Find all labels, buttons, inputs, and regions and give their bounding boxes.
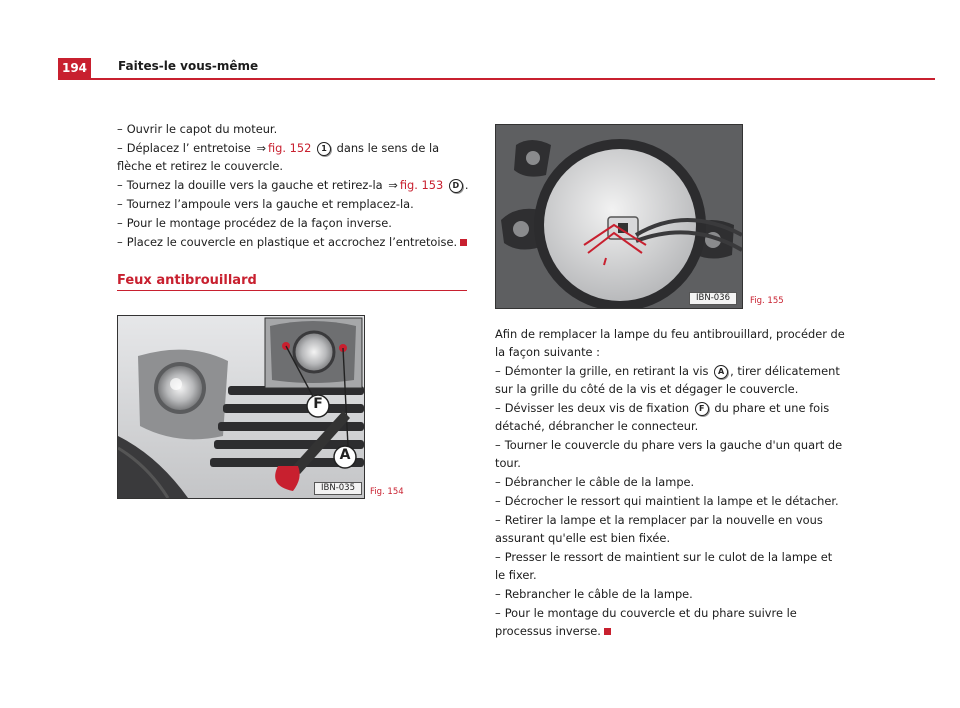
end-of-section-marker bbox=[460, 239, 467, 246]
dash: – bbox=[117, 197, 123, 211]
left-instructions bbox=[117, 120, 469, 252]
callout-badge: A bbox=[714, 365, 728, 379]
dash: – bbox=[495, 587, 501, 601]
fog-lamp-housing-illustration bbox=[496, 125, 742, 308]
dash: – bbox=[495, 513, 501, 527]
callout-badge: D bbox=[449, 179, 463, 193]
dash: – bbox=[495, 475, 501, 489]
end-of-section-marker bbox=[604, 628, 611, 635]
list-item: – Placez le couvercle en plastique et accrochez l’entretoise. bbox=[117, 233, 469, 251]
list-item: – Presser le ressort de maintient sur le culot de la lampe et le fixer. bbox=[495, 550, 833, 582]
dash: – bbox=[117, 122, 123, 136]
figure-code: IBN-035 bbox=[314, 482, 362, 495]
list-item: – Pour le montage du couvercle et du phare suivre le processus inverse. bbox=[495, 606, 797, 638]
list-item: – Décrocher le ressort qui maintient la lampe et le détacher. bbox=[495, 494, 839, 508]
arrow-icon: ⇒ bbox=[388, 178, 398, 192]
figure-154-image bbox=[117, 315, 365, 499]
figure-code: IBN-036 bbox=[689, 292, 737, 305]
dash: – bbox=[117, 141, 123, 155]
right-instructions bbox=[495, 325, 845, 641]
arrow-icon: ⇒ bbox=[256, 141, 266, 155]
callout-badge: 1 bbox=[317, 142, 331, 156]
section-rule bbox=[117, 290, 467, 291]
list-item: – Pour le montage procédez de la façon inverse. bbox=[117, 216, 392, 230]
dash: – bbox=[495, 606, 501, 620]
fog-lamp-bumper-illustration bbox=[118, 316, 364, 498]
section-heading: Feux antibrouillard bbox=[117, 273, 257, 288]
callout-badge: F bbox=[695, 402, 709, 416]
dash: – bbox=[495, 550, 501, 564]
dash: – bbox=[117, 235, 123, 249]
page-number: 194 bbox=[58, 58, 91, 78]
dash: – bbox=[495, 364, 501, 378]
header-rule bbox=[58, 78, 935, 80]
figure-155-image bbox=[495, 124, 743, 309]
list-item: – Tournez la douille vers la gauche et retirez-la ⇒ fig. 153 D . bbox=[117, 178, 469, 192]
figure-caption: Fig. 155 bbox=[750, 296, 784, 306]
figure-caption: Fig. 154 bbox=[370, 487, 404, 497]
dash: – bbox=[495, 438, 501, 452]
dash: – bbox=[495, 494, 501, 508]
list-item: – Tourner le couvercle du phare vers la gauche d'un quart de tour. bbox=[495, 438, 843, 470]
callout-label-f: F bbox=[313, 396, 323, 412]
list-item: – Tournez l’ampoule vers la gauche et remplacez-la. bbox=[117, 197, 414, 211]
list-item: – Démonter la grille, en retirant la vis A , tirer délicatement sur la grille du côté de la vis et dégager le couvercle. bbox=[495, 364, 840, 396]
list-item: – Rebrancher le câble de la lampe. bbox=[495, 587, 693, 601]
list-item: – Débrancher le câble de la lampe. bbox=[495, 475, 695, 489]
figure-reference-link[interactable]: fig. 152 bbox=[267, 141, 312, 155]
intro-paragraph: Afin de remplacer la lampe du feu antibrouillard, procéder de la façon suivante : bbox=[495, 327, 845, 359]
page-header-title: Faites-le vous-même bbox=[118, 59, 259, 73]
list-item: – Retirer la lampe et la remplacer par la nouvelle en vous assurant qu'elle est bien fixée. bbox=[495, 513, 823, 545]
dash: – bbox=[495, 401, 501, 415]
figure-reference-link[interactable]: fig. 153 bbox=[399, 178, 444, 192]
dash: – bbox=[117, 178, 123, 192]
callout-label-a: A bbox=[339, 447, 351, 463]
list-item: – Déplacez l’ entretoise ⇒ fig. 152 1 dans le sens de la flèche et retirez le couvercle. bbox=[117, 141, 440, 173]
list-item: – Ouvrir le capot du moteur. bbox=[117, 122, 278, 136]
dash: – bbox=[117, 216, 123, 230]
list-item: – Dévisser les deux vis de fixation F du phare et une fois détaché, débrancher le connecteur. bbox=[495, 401, 830, 433]
